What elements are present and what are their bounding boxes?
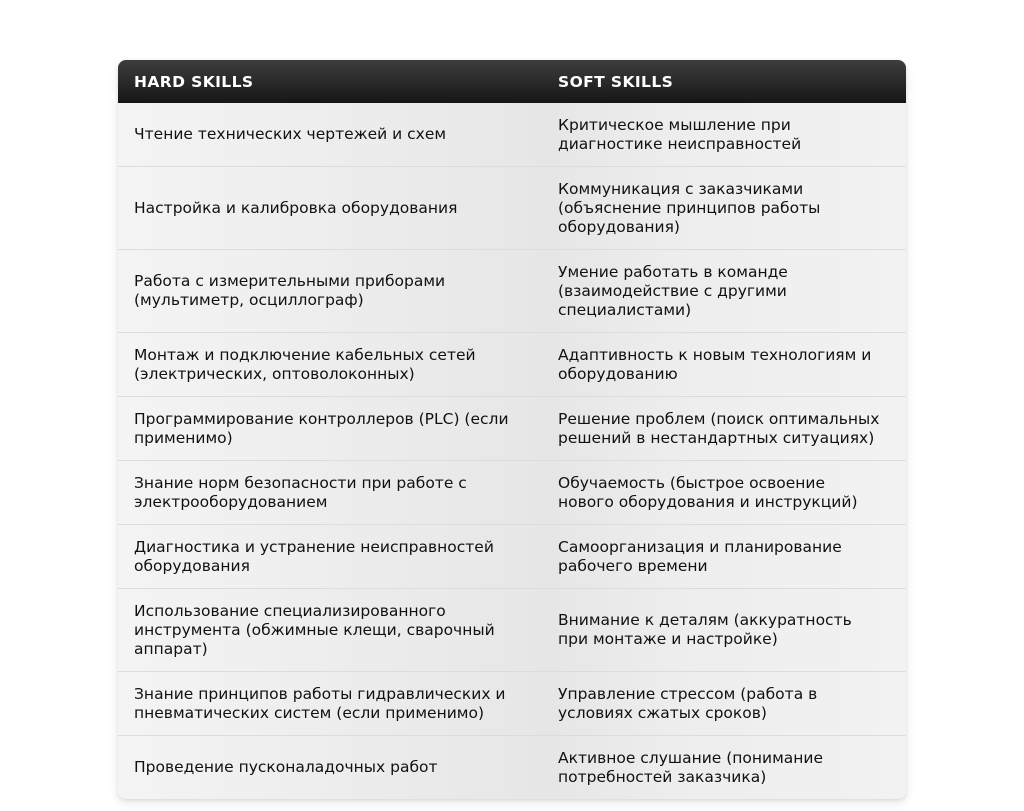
table-row bbox=[118, 103, 906, 166]
hard-skill-text: Чтение технических чертежей и схем bbox=[134, 125, 447, 143]
hard-skill-cell bbox=[118, 125, 542, 144]
skills-table bbox=[118, 60, 906, 799]
soft-skill-text: при монтаже и настройке) bbox=[558, 630, 778, 648]
hard-skill-cell bbox=[118, 602, 542, 659]
table-header bbox=[118, 60, 906, 103]
soft-skill-text: Активное слушание (понимание bbox=[558, 748, 824, 767]
hard-skill-text: Программирование контроллеров (PLC) (если bbox=[134, 409, 509, 428]
hard-skill-cell bbox=[118, 346, 542, 384]
table-row bbox=[118, 524, 906, 588]
soft-skill-cell bbox=[542, 538, 906, 576]
soft-skill-text: решений в нестандартных ситуациях) bbox=[558, 428, 875, 447]
soft-skill-text: диагностике неисправностей bbox=[558, 134, 802, 153]
soft-skill-text: специалистами) bbox=[558, 300, 692, 319]
soft-skill-cell bbox=[542, 749, 906, 787]
soft-skill-text: рабочего времени bbox=[558, 556, 708, 575]
table-body bbox=[118, 103, 906, 799]
soft-skill-cell bbox=[542, 263, 906, 320]
soft-skill-text: оборудованию bbox=[558, 364, 678, 383]
hard-skill-text: применимо) bbox=[134, 428, 233, 447]
hard-skill-cell bbox=[118, 758, 542, 777]
soft-skill-text: Обучаемость (быстрое освоение bbox=[558, 473, 825, 492]
hard-skill-text: Проведение пусконаладочных работ bbox=[134, 758, 438, 776]
hard-skill-text: аппарат) bbox=[134, 639, 208, 658]
hard-skill-text: (электрических, оптоволоконных) bbox=[134, 364, 415, 383]
hard-skill-text: (мультиметр, осциллограф) bbox=[134, 291, 364, 309]
hard-skill-cell bbox=[118, 538, 542, 576]
soft-skill-text: Самоорганизация и планирование bbox=[558, 537, 842, 556]
hard-skill-text: оборудования bbox=[134, 556, 250, 575]
hard-skill-text: Работа с измерительными приборами bbox=[134, 272, 446, 290]
table-row bbox=[118, 460, 906, 524]
soft-skill-cell bbox=[542, 611, 906, 649]
hard-skill-text: Знание норм безопасности при работе с bbox=[134, 473, 467, 492]
hard-skill-text: Знание принципов работы гидравлических и bbox=[134, 684, 506, 703]
table-row bbox=[118, 332, 906, 396]
hard-skill-text: Диагностика и устранение неисправностей bbox=[134, 537, 494, 556]
header-hard-skills: HARD SKILLS bbox=[134, 72, 254, 91]
soft-skill-text: оборудования) bbox=[558, 217, 680, 236]
soft-skill-cell bbox=[542, 474, 906, 512]
soft-skill-text: Критическое мышление при bbox=[558, 115, 791, 134]
soft-skill-text: условиях сжатых сроков) bbox=[558, 703, 767, 722]
table-row bbox=[118, 735, 906, 799]
table-row bbox=[118, 249, 906, 332]
hard-skill-cell bbox=[118, 474, 542, 512]
hard-skill-text: электрооборудованием bbox=[134, 492, 328, 511]
table-row bbox=[118, 588, 906, 671]
hard-skill-text: Использование специализированного bbox=[134, 601, 446, 620]
soft-skill-text: Управление стрессом (работа в bbox=[558, 684, 818, 703]
soft-skill-text: Коммуникация с заказчиками bbox=[558, 179, 804, 198]
hard-skill-text: инструмента (обжимные клещи, сварочный bbox=[134, 620, 495, 639]
soft-skill-text: Решение проблем (поиск оптимальных bbox=[558, 409, 880, 428]
soft-skill-text: (взаимодействие с другими bbox=[558, 281, 787, 300]
hard-skill-text: Монтаж и подключение кабельных сетей bbox=[134, 345, 476, 364]
table-row bbox=[118, 166, 906, 249]
hard-skill-cell bbox=[118, 199, 542, 218]
soft-skill-cell bbox=[542, 685, 906, 723]
hard-skill-cell bbox=[118, 272, 542, 310]
soft-skill-text: (объяснение принципов работы bbox=[558, 198, 821, 217]
header-soft-skills: SOFT SKILLS bbox=[558, 72, 674, 91]
soft-skill-text: потребностей заказчика) bbox=[558, 767, 767, 786]
table-row bbox=[118, 396, 906, 460]
hard-skill-cell bbox=[118, 685, 542, 723]
soft-skill-cell bbox=[542, 116, 906, 154]
hard-skill-cell bbox=[118, 410, 542, 448]
soft-skill-text: Умение работать в команде bbox=[558, 262, 788, 281]
soft-skill-text: нового оборудования и инструкций) bbox=[558, 492, 858, 511]
hard-skill-text: пневматических систем (если применимо) bbox=[134, 703, 485, 722]
soft-skill-text: Адаптивность к новым технологиям и bbox=[558, 345, 872, 364]
soft-skill-text: Внимание к деталям (аккуратность bbox=[558, 611, 852, 629]
soft-skill-cell bbox=[542, 346, 906, 384]
table-row bbox=[118, 671, 906, 735]
soft-skill-cell bbox=[542, 410, 906, 448]
hard-skill-text: Настройка и калибровка оборудования bbox=[134, 198, 458, 217]
soft-skill-cell bbox=[542, 180, 906, 237]
